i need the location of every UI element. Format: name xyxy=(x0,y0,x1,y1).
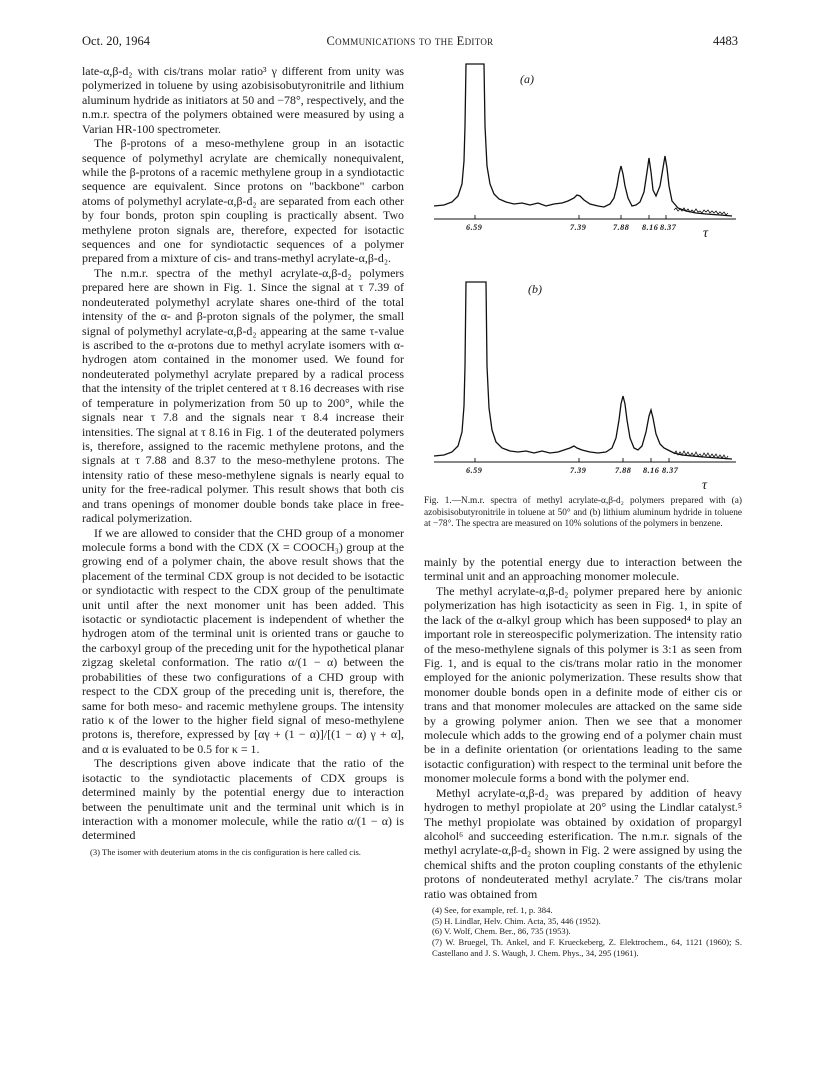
header-page-number: 4483 xyxy=(713,34,738,48)
footnote-4: (4) See, for example, ref. 1, p. 384. xyxy=(432,905,553,916)
right-column xyxy=(424,555,742,958)
footnote-6: (6) V. Wolf, Chem. Ber., 86, 735 (1953). xyxy=(432,926,571,937)
peak-a-8-16: 8.16 xyxy=(642,223,659,232)
figure-caption: Fig. 1.—N.m.r. spectra of methyl acrylate-α,β-d₂ polymers prepared with (a) azobisisobutyronitrile in toluene at 50° and (b) lithium aluminum hydride in toluene at −78°. The spectra are measured on 10% solutions of the polymers in benzene. xyxy=(424,496,742,530)
figure-1-nmr-spectra xyxy=(424,56,742,554)
right-paragraph-2: The methyl acrylate-α,β-d₂ polymer prepared here by anionic polymerization has high isotacticity as seen in Fig. 1, in spite of the lack of the α-alkyl group which has been supposed⁴ to play an important role in stereospecific polymerization. The intensity ratio of the meso-methylene signals of this polymer is 3:1 as seen from Fig. 1, and is equal to the cis/trans molar ratio in the monomer employed for the anionic polymerization. These results show that monomer double bonds open in a definite mode of either cis or trans and that monomer molecules are attacked on the same side by a growing polymer anion. Then we see that a monomer molecule which adds to the growing end of a polymer chain must be in a definite orientation (or orientations leading to the same isotactic configuration) with respect to the terminal unit before the monomer molecule forms a bond with the polymer end. xyxy=(424,583,742,786)
nmr-spectra-plot xyxy=(424,56,742,496)
left-paragraph-5: The descriptions given above indicate that the ratio of the isotactic to the syndiotactic placements of CDX groups is determined mainly by the potential energy due to interaction between the penultimate unit and the terminal unit which is in interaction with a monomer molecule, while the ratio α/(1 − α) is determined xyxy=(82,756,404,843)
footnote-7: (7) W. Bruegel, Th. Ankel, and F. Krueckeberg, Z. Elektrochem., 64, 1121 (1960); S. Castellano and J. S. Waugh, J. Chem. Phys., 34, 295 (1961). xyxy=(432,936,742,958)
footnote-3: (3) The isomer with deuterium atoms in the cis configuration is here called cis. xyxy=(90,846,361,857)
peak-b-7-39: 7.39 xyxy=(570,466,587,475)
left-paragraph-4: If we are allowed to consider that the CHD group of a monomer molecule forms a bond with the CDX (X = COOCH₃) group at the growing end of a polymer chain, the above result shows that the placement of the terminal CDX group is not decided to be isotactic or syndiotactic with respect to the CDX group of the penultimate unit until after the next monomer unit has been added. This isotactic or syndiotactic placement is independent of whether the hydrogen atom of the terminal unit is oriented trans or gauche to the carboxyl group of the preceding unit for the hypothetical planar zigzag skeletal conformation. The ratio α/(1 − α) between the probabilities of these two configurations of a CHD group with respect to the CDX group of the preceding unit is, therefore, the same for both meso- and racemic methylene groups. The intensity ratio κ of the lower to the higher field signal of meso-methylene protons is, therefore, expressed by [αγ + (1 − α)]/[(1 − α) γ + α], and α is evaluated to be 0.5 for κ = 1. xyxy=(82,525,404,756)
peak-a-8-37: 8.37 xyxy=(660,223,677,232)
right-paragraph-3: Methyl acrylate-α,β-d₂ was prepared by addition of heavy hydrogen to methyl propiolate at 20° using the Lindlar catalyst.⁵ The methyl propiolate was obtained by oxidation of propargyl alcohol⁶ and succeeding esterification. The n.m.r. signals of the methyl acrylate-α,β-d₂ shown in Fig. 2 were assigned by using the chemical shifts and the proton coupling constants of the ethylenic protons of nondeuterated methyl acrylate.⁷ The cis/trans molar ratio was obtained from xyxy=(424,785,742,901)
left-paragraph-2: The β-protons of a meso-methylene group in an isotactic sequence of polymethyl acrylate are chemically nonequivalent, while the β-protons of a racemic methylene group in a syndiotactic sequence are equivalent. Since protons on "backbone" carbon atoms of polymethyl acrylate-α,β-d₂ are separated from each other by four bonds, proton spin coupling is practically absent. Two methylene proton signals are, therefore, expected for isotactic sequences and one for syndiotactic sequences of a polymer prepared from a mixture of cis- and trans-methyl acrylate-α,β-d₂. xyxy=(82,136,404,266)
peak-b-8-16: 8.16 xyxy=(643,466,660,475)
left-paragraph-1: late-α,β-d₂ with cis/trans molar ratio³ γ different from unity was polymerized in toluene by using azobisisobutyronitrile and lithium aluminum hydride as initiators at 50 and −78°, respectively, and the n.m.r. spectra of the polymers obtained were measured by using a Varian HR-100 spectrometer. xyxy=(82,64,404,136)
left-column xyxy=(82,64,404,857)
axis-a-tau-label: τ xyxy=(703,226,709,241)
spectrum-a-trace xyxy=(434,64,732,216)
peak-a-6-59: 6.59 xyxy=(466,223,483,232)
right-paragraph-1: mainly by the potential energy due to interaction between the terminal unit and an approaching monomer molecule. xyxy=(424,555,742,584)
peak-b-8-37: 8.37 xyxy=(662,466,679,475)
footnote-5: (5) H. Lindlar, Helv. Chim. Acta, 35, 446 (1952). xyxy=(432,915,601,926)
right-footnotes xyxy=(424,905,742,958)
header-date: Oct. 20, 1964 xyxy=(82,34,151,48)
header-running-title: Communications to the Editor xyxy=(326,34,494,48)
panel-b-label: (b) xyxy=(528,282,542,296)
panel-a-label: (a) xyxy=(520,72,534,86)
spectrum-b-trace xyxy=(434,282,732,459)
peak-b-7-88: 7.88 xyxy=(615,466,632,475)
left-paragraph-3: The n.m.r. spectra of the methyl acrylate-α,β-d₂ polymers prepared here are shown in Fig. 1. Since the signal at τ 7.39 of nondeuterated polymethyl acrylate shares one-third of the total intensity of the α- and β-proton signals of the polymer, the small signal of polymethyl acrylate-α,β-d₂ appearing at the same τ-value is ascribed to the α-protons due to methyl acrylate isomers with α-hydrogen atom contained in the monomer used. We found for nondeuterated polymethyl acrylate prepared by a radical process that the intensity of the triplet centered at τ 8.16 decreases with rise of temperature in polymerization from 50 up to 200°, while the signals near τ 7.8 and the signals near τ 8.4 increase their intensities. The signal at τ 8.16 in Fig. 1 of the deuterated polymers is, therefore, assigned to the racemic methylene protons, and the signals at τ 7.88 and 8.37 to the meso-methylene protons. The intensity ratio of these meso-methylene signals is nearly equal to unity for the free-radical polymer. This result shows that both cis and trans openings of monomer double bonds take place in free-radical polymerization. xyxy=(82,265,404,526)
peak-a-7-88: 7.88 xyxy=(613,223,630,232)
peak-a-7-39: 7.39 xyxy=(570,223,587,232)
peak-b-6-59: 6.59 xyxy=(466,466,483,475)
axis-b-tau-label: τ xyxy=(702,478,708,493)
